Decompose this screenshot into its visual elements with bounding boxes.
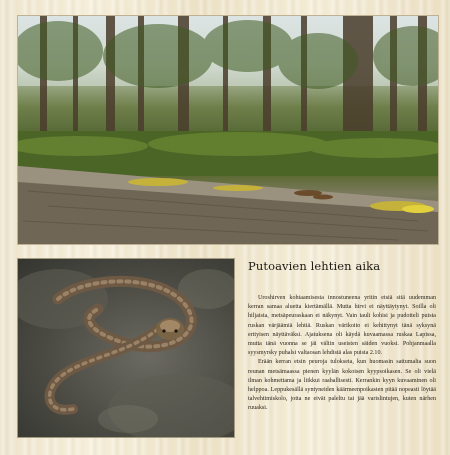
article-body — [248, 294, 436, 444]
snake-illustration — [18, 259, 234, 437]
forest-illustration — [18, 16, 438, 244]
forest-photo — [17, 15, 439, 245]
article-title: Putoavien lehtien aika — [248, 259, 381, 273]
article-paragraph: Erään kerran etsin peuroja tulokseta, kun huomasin sattumalta suon reunan metsämaassa pienen kyylän kokoisen kyypsoikasen. Se oli vielä ilman kohmettama ja liikkui raahallisesti. Kerrankin kyyn kuvaaminen oli helppoa. Leppukesällä syntyneiden käärmeenpoikasten pitää nopeasti löytää talvehtimiskolo, jotta ne eivät paleltu tai jää varislintujen, kuten närhen ruuaksi. — [248, 359, 436, 412]
article-paragraph: Uroshirven kohtaamisesta innostuneena yritin etsiä sitä uudemman kerran samaa aluetta kiertämällä. Mutta hirvi ei näyttäytynyt. Soilla oli hiljaista, metsäpeuraskaan ei näkynyt. Vain tauli kohisi ja pudotteli puista ruskan värjäämiä lehtiä. Ruskan värikoito ei kehittynyt tänä syksynä erityisen näyttäväksi. Ajatuksena oli käydä kuvaamassa ruskaa Lapissa, mutta tänä vuonna se jäi väliin useisten säiden vuoksi. Pohjanmaalla syysmyrsky puhalsi valtaosan lehdistä alas puista 2.10. — [248, 295, 436, 357]
snake-photo — [17, 258, 235, 438]
